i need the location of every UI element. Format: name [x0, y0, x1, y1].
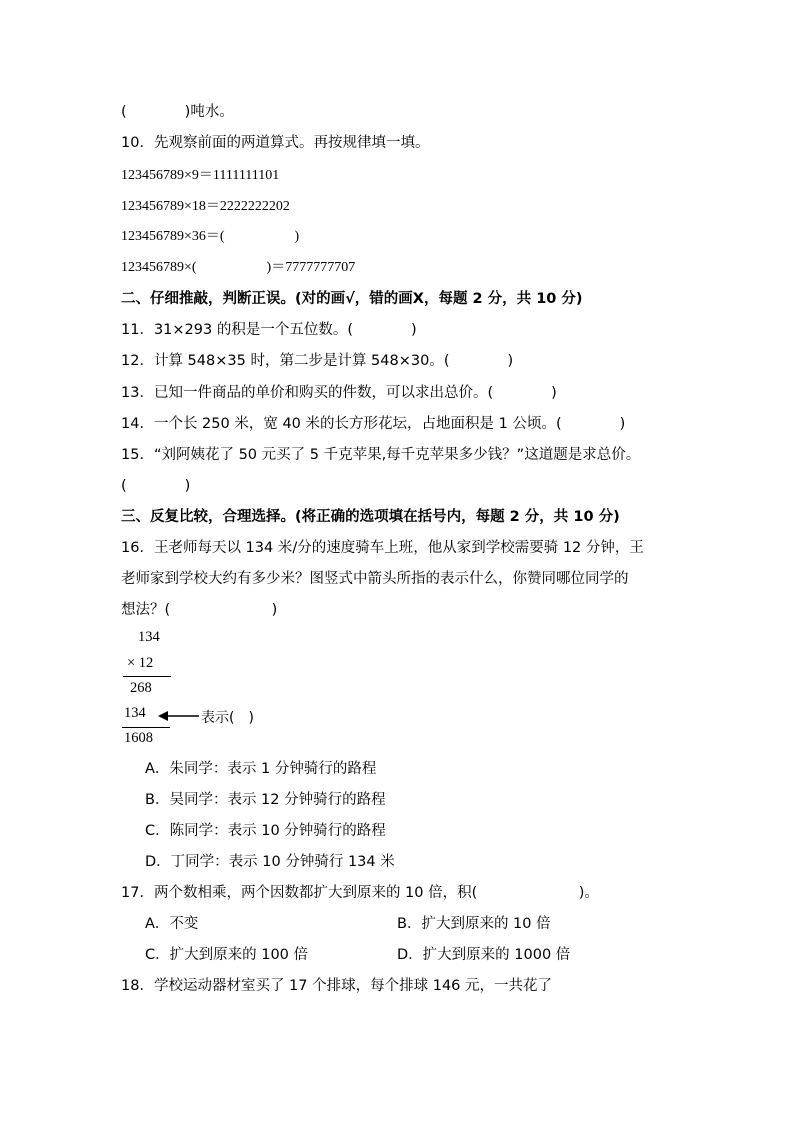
q10-prompt: 10．先观察前面的两道算式。再按规律填一填。	[121, 135, 430, 151]
q15-line-2: ( )	[121, 478, 191, 494]
arrow-left-icon	[158, 709, 200, 723]
arrow-label: 表示( )	[201, 710, 254, 726]
q10-equation-1: 123456789×9＝1111111101	[121, 168, 280, 183]
q16-line-2: 老师家到学校大约有多少米？图竖式中箭头所指的表示什么，你赞同哪位同学的	[121, 571, 629, 587]
q16-option-b: B．吴同学：表示 12 分钟骑行的路程	[145, 792, 386, 808]
q16-line-3: 想法？( )	[121, 602, 278, 618]
q17-option-a: A．不变	[145, 916, 199, 932]
q17-option-c: C．扩大到原来的 100 倍	[145, 947, 309, 963]
q16-option-c: C．陈同学：表示 10 分钟骑行的路程	[145, 823, 386, 839]
q15-line-1: 15．“刘阿姨花了 50 元买了 5 千克苹果,每千克苹果多少钱？”这道题是求总价。	[121, 447, 641, 463]
q10-equation-2: 123456789×18＝2222222202	[121, 199, 290, 214]
multiplicand: 134	[138, 629, 160, 645]
multiplier: × 12	[127, 655, 154, 671]
section-3-heading: 三、反复比较，合理选择。(将正确的选项填在括号内，每题 2 分，共 10 分)	[121, 509, 620, 525]
q13: 13．已知一件商品的单价和购买的件数，可以求出总价。( )	[121, 385, 557, 401]
section-2-heading: 二、仔细推敲，判断正误。(对的画√，错的画X，每题 2 分，共 10 分)	[121, 291, 583, 307]
q18: 18．学校运动器材室买了 17 个排球，每个排球 146 元，一共花了	[121, 978, 553, 994]
q14: 14．一个长 250 米，宽 40 米的长方形花坛，占地面积是 1 公顷。( )	[121, 416, 626, 432]
q11: 11．31×293 的积是一个五位数。( )	[121, 322, 417, 338]
partial-product-2: 134	[124, 705, 146, 721]
q12: 12．计算 548×35 时，第二步是计算 548×30。( )	[121, 353, 514, 369]
q17: 17．两个数相乘，两个因数都扩大到原来的 10 倍，积( )。	[121, 885, 599, 901]
q10-equation-4: 123456789×( )＝7777777707	[121, 260, 356, 275]
calc-rule-1	[123, 676, 171, 677]
calc-rule-2	[122, 727, 170, 728]
q16-option-a: A．朱同学：表示 1 分钟骑行的路程	[145, 761, 377, 777]
q17-option-d: D．扩大到原来的 1000 倍	[397, 947, 571, 963]
q16-option-d: D．丁同学：表示 10 分钟骑行 134 米	[145, 854, 395, 870]
q17-option-b: B．扩大到原来的 10 倍	[397, 916, 551, 932]
q10-equation-3: 123456789×36＝( )	[121, 229, 300, 244]
q16-line-1: 16．王老师每天以 134 米/分的速度骑车上班，他从家到学校需要骑 12 分钟，王	[121, 540, 644, 556]
partial-product-1: 268	[130, 680, 152, 696]
final-product: 1608	[124, 730, 153, 746]
q9-tail: ( )吨水。	[121, 104, 234, 120]
